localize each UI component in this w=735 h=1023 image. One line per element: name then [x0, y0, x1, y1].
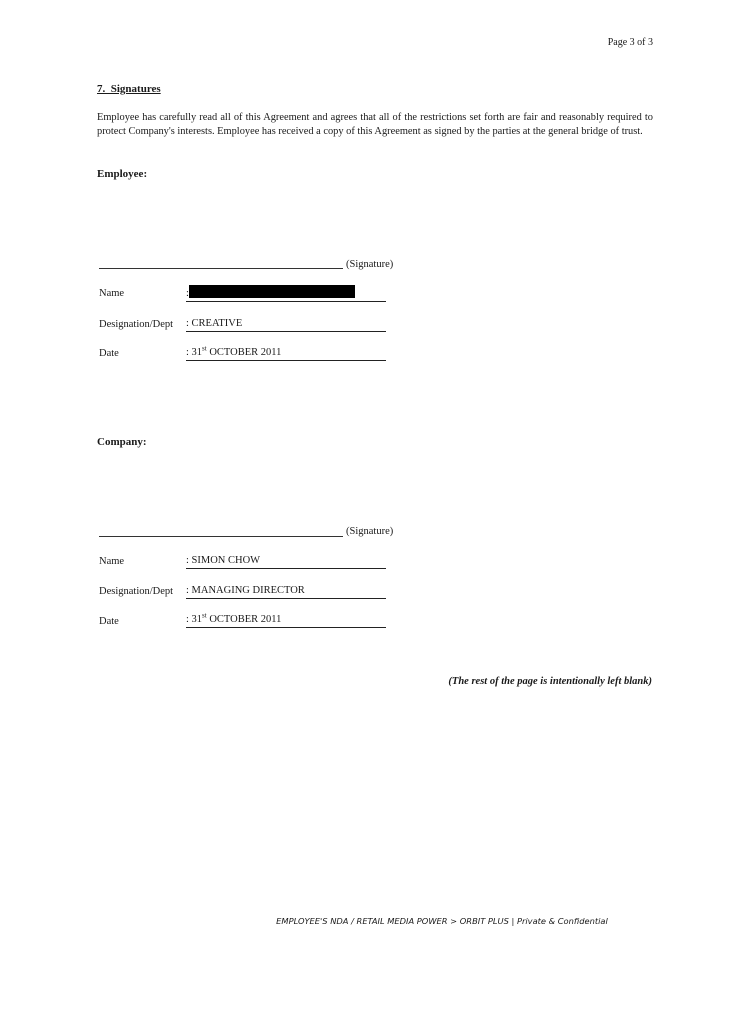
employee-name-field: [186, 285, 386, 302]
employee-signature-label: (Signature): [346, 259, 394, 270]
company-date-suffix: OCTOBER 2011: [206, 614, 282, 625]
employee-name-prefix: :: [186, 288, 189, 299]
company-name-label: Name: [99, 556, 125, 567]
company-designation-label: Designation/Dept: [99, 586, 174, 597]
employee-date-sup: st: [202, 344, 207, 353]
redaction-bar: [189, 285, 355, 298]
employee-date-prefix: : 31: [186, 347, 203, 358]
section-title: 7. Signatures: [97, 83, 161, 95]
company-signature-label: (Signature): [346, 526, 394, 537]
employee-designation-label: Designation/Dept: [99, 319, 174, 330]
employee-heading: Employee:: [97, 168, 148, 180]
company-date-prefix: : 31: [186, 614, 203, 625]
employee-date-label: Date: [99, 348, 119, 359]
page-number: Page 3 of 3: [607, 37, 653, 48]
company-date-field: [186, 613, 386, 628]
employee-name-label: Name: [99, 288, 125, 299]
page-footer: EMPLOYEE'S NDA / RETAIL MEDIA POWER > ORBIT PLUS | Private & Confidential: [276, 916, 608, 926]
intentionally-blank-note: (The rest of the page is intentionally left blank): [448, 676, 652, 687]
company-name-value: : SIMON CHOW: [186, 554, 386, 569]
company-signature-line: [99, 536, 343, 537]
company-date-label: Date: [99, 616, 119, 627]
company-designation-value: : MANAGING DIRECTOR: [186, 584, 386, 599]
employee-date-field: [186, 346, 386, 361]
company-date-sup: st: [202, 611, 207, 620]
employee-designation-value: : CREATIVE: [186, 317, 386, 332]
agreement-paragraph: Employee has carefully read all of this Agreement and agrees that all of the restrictions set forth are fair and reasonably required to protect Company's interests. Employee has received a copy of this Agreement as signed by the parties at the general bridge of trust.: [97, 112, 653, 137]
employee-date-suffix: OCTOBER 2011: [206, 347, 282, 358]
employee-signature-line: [99, 268, 343, 269]
company-heading: Company:: [97, 436, 147, 448]
